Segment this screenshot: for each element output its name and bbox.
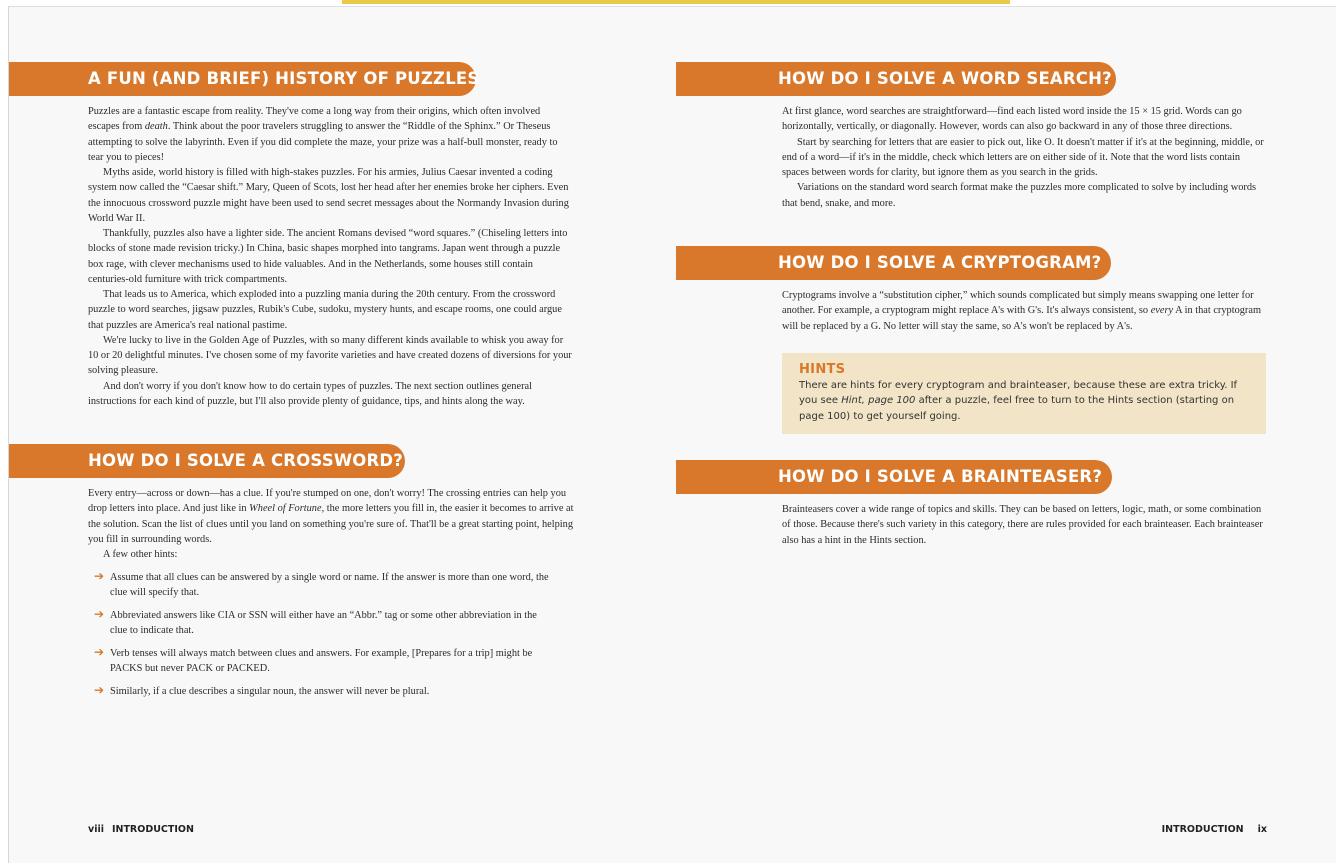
arrow-right-icon: ➔ xyxy=(94,683,105,697)
left-page xyxy=(9,7,673,863)
hints-callout xyxy=(782,353,1266,434)
brainteaser-heading: HOW DO I SOLVE A BRAINTEASER? xyxy=(676,460,1112,494)
wordsearch-paragraph-3: Variations on the standard word search format make the puzzles more complicated to solve by including words that bend, snake, and more. xyxy=(782,182,1257,209)
hints-body: There are hints for every cryptogram and brainteaser, because these are extra tricky. If you see Hint, page 100 after a puzzle, feel free to turn to the Hints section (starting on page 100) to get yourself going. xyxy=(799,380,1238,422)
hints-title: HINTS xyxy=(799,362,846,377)
right-page xyxy=(673,7,1336,863)
list-item: ➔ Verb tenses will always match between clues and answers. For example, [Prepares for a trip] might be PACKS but never PACK or PACKED. xyxy=(94,645,533,675)
page-number: viii xyxy=(88,824,104,835)
brainteaser-body xyxy=(782,502,1268,548)
arrow-right-icon: ➔ xyxy=(94,569,105,583)
page-number: ix xyxy=(1257,824,1267,835)
left-page-footer xyxy=(88,824,194,835)
cryptogram-heading: HOW DO I SOLVE A CRYPTOGRAM? xyxy=(676,246,1111,280)
right-page-footer xyxy=(1162,824,1267,835)
wordsearch-heading: HOW DO I SOLVE A WORD SEARCH? xyxy=(676,62,1116,96)
list-item: ➔ Abbreviated answers like CIA or SSN will either have an “Abbr.” tag or some other abbreviation in the clue to indicate that. xyxy=(94,607,537,637)
viewer-top-accent-bar xyxy=(342,0,1010,4)
list-item: ➔ Similarly, if a clue describes a singular noun, the answer will never be plural. xyxy=(94,683,430,697)
brainteaser-paragraph-1: Brainteasers cover a wide range of topics and skills. They can be based on letters, logic, math, or some combination of those. Because there's such variety in this category, there are rules provided for each brainteaser. Each brainteaser also has a hint in the Hints section. xyxy=(782,504,1263,546)
crossword-paragraph-1: Every entry—across or down—has a clue. If you're stumped on one, don't worry! The crossing entries can help you drop letters into place. And just like in Wheel of Fortune, the more letters you fill in, the easier it becomes to arrive at the solution. Scan the list of clues until you land on something you're sure of. That'll be a great starting point, helping you fill in surrounding words. xyxy=(88,488,574,545)
history-body xyxy=(88,104,574,409)
crossword-hints-list xyxy=(88,570,553,707)
history-paragraph-4: That leads us to America, which exploded into a puzzling mania during the 20th century. From the crossword puzzle to word searches, jigsaw puzzles, Rubik's Cube, sudoku, mystery hunts, and escape rooms, one could argue that puzzles are America's real national pastime. xyxy=(88,289,562,331)
running-footer-label: INTRODUCTION xyxy=(111,824,194,835)
book-spread xyxy=(8,6,1336,863)
wordsearch-body xyxy=(782,104,1268,211)
history-paragraph-2: Myths aside, world history is filled with high-stakes puzzles. For his armies, Julius Caesar invented a coding system now called the “Caesar shift.” Mary, Queen of Scots, lost her head after her enemies broke her ciphers. Even the innocuous crossword puzzle might have been used to send secret messages about the Normandy Invasion during World War II. xyxy=(88,167,569,224)
history-paragraph-6: And don't worry if you don't know how to do certain types of puzzles. The next section outlines general instructions for each kind of puzzle, but I'll also provide plenty of guidance, tips, and hints along the way. xyxy=(88,380,532,407)
crossword-heading: HOW DO I SOLVE A CROSSWORD? xyxy=(9,444,405,478)
history-paragraph-3: Thankfully, puzzles also have a lighter side. The ancient Romans devised “word squares.” (Chiseling letters into blocks of stone made revision tricky.) In China, basic shapes morphed into tangrams. Japan went through a puzzle box rage, with clever mechanisms used to hide valuables. And in the Netherlands, some houses still contain centuries-old furniture with trick compartments. xyxy=(88,228,568,285)
running-footer-label: INTRODUCTION xyxy=(1161,824,1244,835)
wordsearch-paragraph-2: Start by searching for letters that are easier to pick out, like O. It doesn't matter if it's at the beginning, middle, or end of a word—if it's in the middle, check which letters are on either side of it. Note that the word lists contain spaces between words for clarity, but ignore them as you search in the grids. xyxy=(782,136,1264,178)
history-heading: A FUN (AND BRIEF) HISTORY OF PUZZLES xyxy=(9,62,476,96)
history-paragraph-1: Puzzles are a fantastic escape from reality. They've come a long way from their origins, which often involved escapes from death. Think about the poor travelers struggling to answer the “Riddle of the Sphinx.” Or Theseus attempting to solve the labyrinth. Even if you did complete the maze, your prize was a half-bull monster, ready to tear you to pieces! xyxy=(88,106,558,163)
cryptogram-paragraph-1: Cryptograms involve a “substitution cipher,” which sounds complicated but simply means swapping one letter for another. For example, a cryptogram might replace A's with G's. It's always consistent, so every A in that cryptogram will be replaced by a G. No letter will stay the same, so A's won't be replaced by A's. xyxy=(782,290,1261,332)
crossword-paragraph-2: A few other hints: xyxy=(103,549,178,560)
history-paragraph-5: We're lucky to live in the Golden Age of Puzzles, with so many different kinds available to whisk you away for 10 or 20 delightful minutes. I've chosen some of my favorite varieties and have created dozens of diversions for your solving pleasure. xyxy=(88,334,572,377)
cryptogram-body xyxy=(782,288,1268,334)
list-item: ➔ Assume that all clues can be answered by a single word or name. If the answer is more than one word, the clue will specify that. xyxy=(94,569,549,599)
wordsearch-paragraph-1: At first glance, word searches are straightforward—find each listed word inside the 15 × 15 grid. Words can go horizontally, vertically, or diagonally. However, words can also go backward in any of those three directions. xyxy=(782,106,1242,133)
crossword-body xyxy=(88,486,574,562)
arrow-right-icon: ➔ xyxy=(94,645,105,659)
arrow-right-icon: ➔ xyxy=(94,607,105,621)
